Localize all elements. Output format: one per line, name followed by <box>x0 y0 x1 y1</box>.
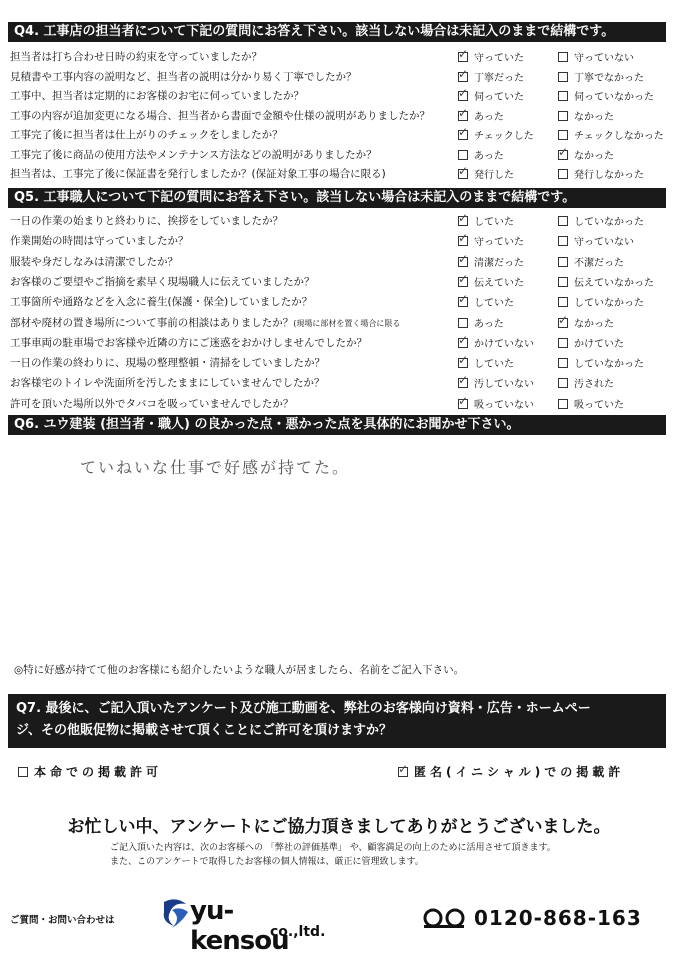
q6-handwritten-answer: ていねいな仕事で好感が持てた。 <box>80 458 351 477</box>
question-text: お客様のご要望やご指摘を素早く現場職人に伝えていましたか？ <box>10 275 315 288</box>
answer-option-a[interactable]: ✓ あった <box>458 108 504 123</box>
answer-checkbox[interactable] <box>558 111 568 121</box>
answer-option-b[interactable]: 吸っていた <box>558 396 624 411</box>
q7-line1: Q7. 最後に、ご記入頂いたアンケート及び施工動画を、弊社のお客様向け資料・広告・ホームペー <box>16 701 591 716</box>
answer-option-a[interactable]: ✓ 伝えていた <box>458 274 524 289</box>
answer-option-a[interactable]: ✓ 汚していない <box>458 375 534 390</box>
question-text: 工事車両の駐車場でお客様や近隣の方にご迷惑をおかけしませんでしたか？ <box>10 336 367 349</box>
answer-option-b[interactable]: 守っていない <box>558 233 634 248</box>
answer-checkbox[interactable] <box>458 297 468 307</box>
answer-option-b[interactable]: 発行しなかった <box>558 166 644 181</box>
question-text: 工事箇所や通路などを入念に養生(保護・保全)していましたか？ <box>10 296 313 309</box>
answer-option-b[interactable]: 不潔だった <box>558 254 624 269</box>
answer-checkbox[interactable] <box>458 236 468 246</box>
answer-option-a[interactable]: ✓ 発行した <box>458 166 514 181</box>
answer-checkbox[interactable] <box>558 257 568 267</box>
answer-checkbox[interactable] <box>558 338 568 348</box>
answer-option-b[interactable]: していなかった <box>558 294 644 309</box>
question-text: お客様宅のトイレや洗面所を汚したままにしていませんでしたか？ <box>10 377 325 390</box>
question-text: 工事中、担当者は定期的にお客様のお宅に伺っていましたか？ <box>10 90 304 102</box>
privacy-note-1: ご記入頂いた内容は、次のお客様への 「弊社の評価基準」 や、顧客満足の向上のために活用させて頂きます。 <box>110 843 556 853</box>
answer-option-b[interactable]: 伝えていなかった <box>558 274 654 289</box>
company-logo <box>160 896 326 956</box>
answer-checkbox[interactable] <box>558 277 568 287</box>
answer-checkbox[interactable] <box>458 358 468 368</box>
q6-header: Q6. ユウ建装 (担当者・職人) の良かった点・悪かった点を具体的にお聞かせ下さい。 <box>8 415 666 435</box>
answer-checkbox[interactable] <box>558 150 568 160</box>
answer-checkbox[interactable] <box>458 169 468 179</box>
answer-checkbox[interactable] <box>558 130 568 140</box>
question-text: 部材や廃材の置き場所について事前の相談はありましたか？(現場に部材を置く場合に限る <box>10 316 401 329</box>
answer-option-b[interactable]: 守っていない <box>558 49 634 64</box>
question-text: 見積書や工事内容の説明など、担当者の説明は分かり易く丁寧でしたか？ <box>10 70 357 83</box>
answer-option-a[interactable]: ✓ 伺っていた <box>458 88 524 103</box>
answer-checkbox[interactable] <box>558 91 568 101</box>
answer-checkbox[interactable] <box>458 399 468 409</box>
answer-checkbox[interactable] <box>558 72 568 82</box>
question-text: 許可を頂いた場所以外でタバコを吸っていませんでしたか？ <box>10 397 294 410</box>
freedial-icon <box>420 907 468 929</box>
answer-option-b[interactable]: ✓ なかった <box>558 147 614 162</box>
answer-checkbox[interactable] <box>458 52 468 62</box>
answer-option-b[interactable]: ✓ なかった <box>558 315 614 330</box>
answer-checkbox[interactable] <box>558 399 568 409</box>
q5-header: Q5. 工事職人について下記の質問にお答え下さい。該当しない場合は未記入のままで結構です。 <box>8 188 666 208</box>
answer-option-b[interactable]: チェックしなかった <box>558 127 664 142</box>
question-text: 担当者は打ち合わせ日時の約束を守っていましたか？ <box>10 51 262 63</box>
answer-option-a[interactable]: ✓ チェックした <box>458 127 534 142</box>
answer-checkbox[interactable] <box>558 52 568 62</box>
answer-option-a[interactable]: ✓ 守っていた <box>458 233 524 248</box>
question-text: 服装や身だしなみは清潔でしたか？ <box>10 255 178 268</box>
answer-checkbox[interactable] <box>458 378 468 388</box>
question-text: 作業開始の時間は守っていましたか？ <box>10 235 189 248</box>
logo-sub-text: co.,ltd. <box>270 924 326 940</box>
answer-option-b[interactable]: していなかった <box>558 213 644 228</box>
answer-checkbox[interactable] <box>558 236 568 246</box>
recommend-note: ◎特に好感が持てて他のお客様にも紹介したいような職人が居ましたら、名前をご記入下さい。 <box>14 664 465 676</box>
answer-checkbox[interactable] <box>458 111 468 121</box>
phone-number[interactable]: 0120-868-163 <box>420 906 642 930</box>
answer-checkbox[interactable] <box>458 338 468 348</box>
answer-option-a[interactable]: ✓ かけていない <box>458 335 534 350</box>
answer-option-b[interactable]: 伺っていなかった <box>558 88 654 103</box>
answer-option-a[interactable]: あった <box>458 315 504 330</box>
answer-option-a[interactable]: ✓ していた <box>458 213 514 228</box>
answer-checkbox[interactable] <box>458 318 468 328</box>
permit-anonymous-option[interactable]: ✓ 匿名(イニシャル)での掲載許 <box>398 763 624 780</box>
answer-checkbox[interactable] <box>458 91 468 101</box>
answer-checkbox[interactable] <box>458 216 468 226</box>
question-text: 一日の作業の始まりと終わりに、挨拶をしていましたか？ <box>10 215 283 227</box>
answer-option-b[interactable]: かけていた <box>558 335 624 350</box>
answer-checkbox[interactable] <box>458 277 468 287</box>
q7-line2: ジ、その他販促物に掲載させて頂くことにご許可を頂けますか？ <box>16 723 392 738</box>
answer-checkbox[interactable] <box>558 297 568 307</box>
answer-option-a[interactable]: ✓ していた <box>458 294 514 309</box>
answer-checkbox[interactable] <box>558 169 568 179</box>
answer-option-a[interactable]: ✓ 清潔だった <box>458 254 524 269</box>
logo-swoosh-icon <box>160 896 190 930</box>
q4-header: Q4. 工事店の担当者について下記の質問にお答え下さい。該当しない場合は未記入のままで結構です。 <box>8 22 666 42</box>
answer-checkbox[interactable] <box>558 318 568 328</box>
answer-checkbox[interactable] <box>458 257 468 267</box>
answer-checkbox[interactable] <box>558 378 568 388</box>
thanks-message: お忙しい中、アンケートにご協力頂きましてありがとうございました。 <box>67 817 611 837</box>
permit-real-name-checkbox[interactable] <box>18 767 28 777</box>
answer-checkbox[interactable] <box>458 150 468 160</box>
answer-checkbox[interactable] <box>458 72 468 82</box>
permit-real-name-option[interactable]: 本命での掲載許可 <box>18 763 162 780</box>
answer-option-b[interactable]: なかった <box>558 108 614 123</box>
answer-checkbox[interactable] <box>558 216 568 226</box>
answer-checkbox[interactable] <box>458 130 468 140</box>
answer-option-a[interactable]: ✓ していた <box>458 355 514 370</box>
answer-option-a[interactable]: あった <box>458 147 504 162</box>
answer-option-b[interactable]: 汚された <box>558 375 614 390</box>
question-text: 一日の作業の終わりに、現場の整理整頓・清掃をしていましたか？ <box>10 357 325 370</box>
contact-label: ご質問・お問い合わせは <box>10 915 115 926</box>
answer-option-a[interactable]: ✓ 守っていた <box>458 49 524 64</box>
question-text: 担当者は、工事完了後に保証書を発行しましたか？(保証対象工事の場合に限る) <box>10 168 386 180</box>
answer-checkbox[interactable] <box>558 358 568 368</box>
answer-option-a[interactable]: ✓ 丁寧だった <box>458 69 524 84</box>
permit-anonymous-checkbox[interactable] <box>398 767 408 777</box>
answer-option-a[interactable]: ✓ 吸っていない <box>458 396 534 411</box>
answer-option-b[interactable]: 丁寧でなかった <box>558 69 644 84</box>
q7-header <box>8 694 666 748</box>
logo-main-text: yu-kensou <box>190 896 289 956</box>
answer-option-b[interactable]: していなかった <box>558 355 644 370</box>
privacy-note-2: また、このアンケートで取得したお客様の個人情報は、厳正に管理致します。 <box>110 857 424 867</box>
question-text: 工事完了後に商品の使用方法やメンテナンス方法などの説明がありましたか？ <box>10 148 377 161</box>
question-text: 工事の内容が追加変更になる場合、担当者から書面で金額や仕様の説明がありましたか？ <box>10 109 430 122</box>
question-text: 工事完了後に担当者は仕上がりのチェックをしましたか？ <box>10 129 283 141</box>
